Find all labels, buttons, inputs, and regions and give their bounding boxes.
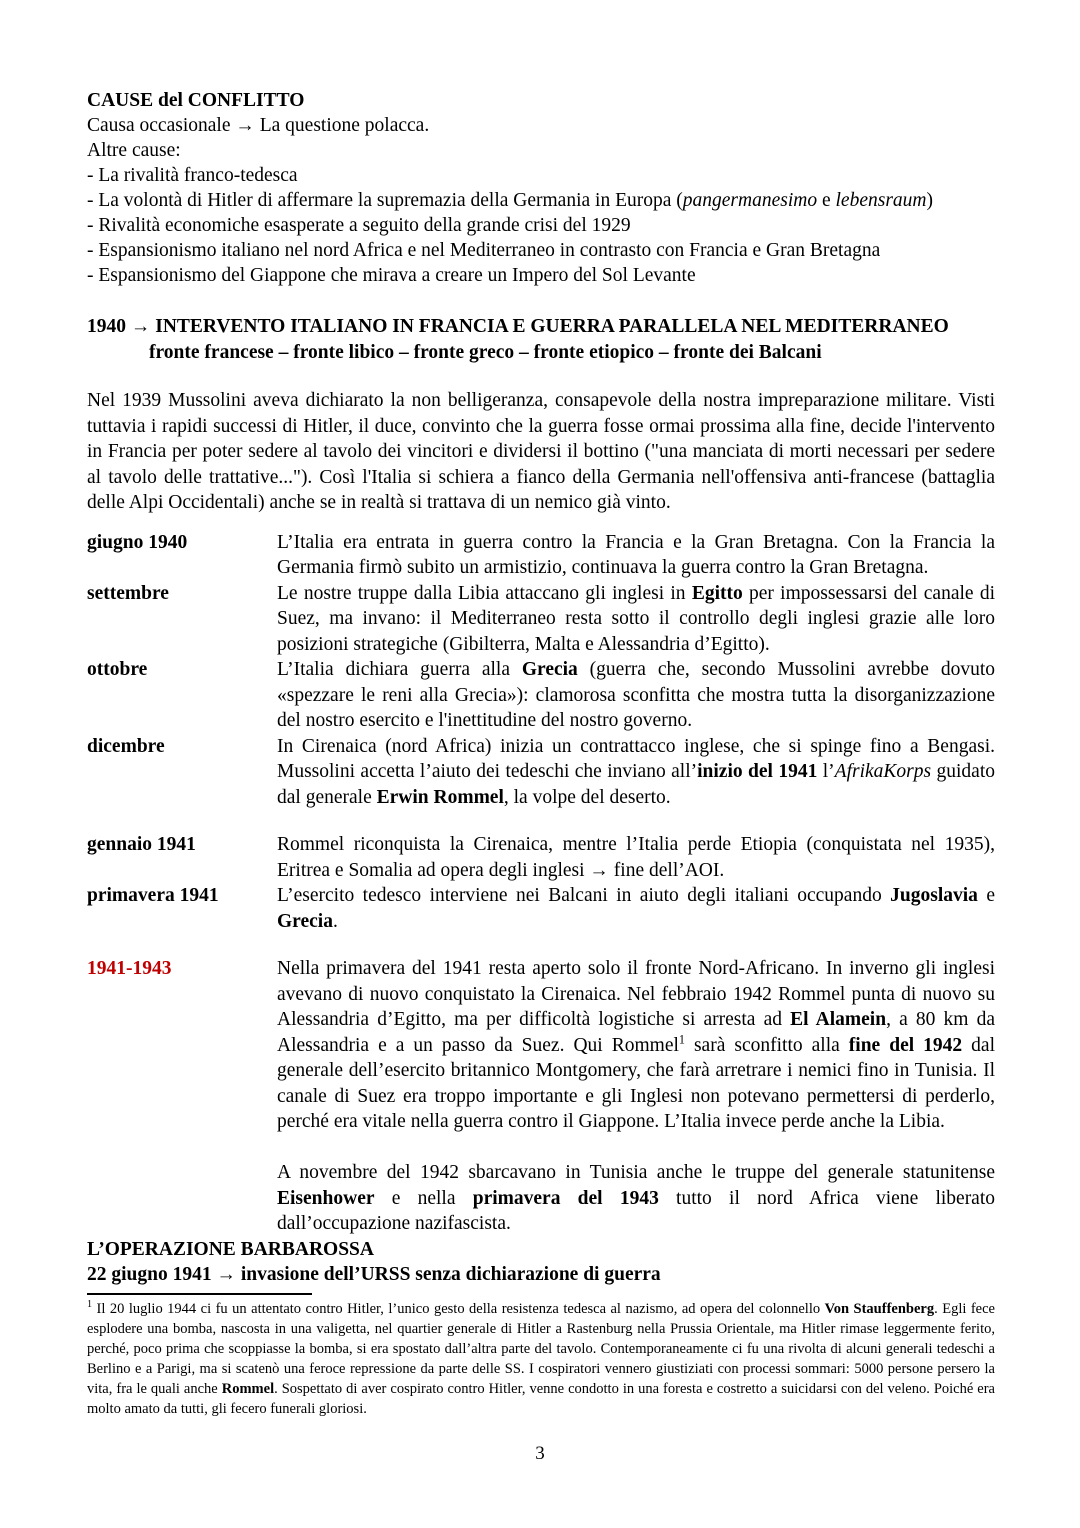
timeline-paragraph [277, 883, 995, 934]
cause-bullet [87, 188, 995, 213]
bold-run: inizio del 1941 [697, 761, 818, 782]
cause-bullet [87, 163, 995, 188]
text-run: per impossessarsi del canale di Suez, ma invano: il Mediterraneo resta sotto il controllo degli inglesi grazie alle loro posizioni strategiche (Gibilterra, Malta e Alessandria d’Egitto). [277, 582, 995, 655]
barbarossa-heading: L’OPERAZIONE BARBAROSSA [87, 1238, 374, 1260]
text-run: L’esercito tedesco interviene nei Balcani in aiuto degli italiani occupando [277, 885, 891, 906]
text-run: dal generale dell’esercito britannico Montgomery, che farà arretrare i nemici fino in Tunisia. Il canale di Suez era troppo importante e gli Inglesi non potevano permettersi di perderlo, perché era vitale nella guerra contro il Giappone. L’Italia invece perde anche la Libia. [277, 1034, 995, 1132]
barbarossa-subheading: 22 giugno 1941 → invasione dell’URSS senza dichiarazione di guerra [87, 1263, 661, 1285]
timeline-entry [87, 883, 995, 934]
causes-bullet-list [87, 163, 995, 288]
timeline-entry-body [277, 956, 995, 1237]
timeline-paragraph [277, 581, 995, 658]
timeline-entry [87, 530, 995, 581]
bold-run: primavera del 1943 [472, 1187, 659, 1209]
page-number: 3 [535, 1443, 545, 1464]
text-run: L’Italia era entrata in guerra contro la Francia e la Gran Bretagna. Con la Francia la Germania firmò subito un armistizio, continuava la guerra contro la Gran Bretagna. [277, 531, 995, 578]
bold-run: Grecia [277, 910, 333, 932]
footnote-separator [87, 1293, 312, 1295]
timeline-paragraph [277, 734, 995, 811]
timeline-paragraph [277, 657, 995, 734]
text-run: Nella primavera del 1941 resta aperto solo il fronte Nord-Africano. In inverno gli inglesi avevano di nuovo conquistato la Cirenaica. Nel febbraio 1942 Rommel punta di nuovo su Alessandria d’Egitto, ma per difficoltà logistiche si arresta ad [277, 958, 995, 1030]
timeline-entry [87, 581, 995, 658]
text-run: , a 80 km da Alessandria e a un passo da Suez. Qui Rommel [277, 1009, 995, 1056]
text-run: Le nostre truppe dalla Libia attaccano gli inglesi in [277, 582, 692, 604]
spacer [87, 366, 995, 388]
timeline-entry-label: dicembre [87, 735, 165, 757]
text-run: tutto il nord Africa viene liberato dall’occupazione nazifascista. [277, 1187, 996, 1234]
intervention-section-subtitle: fronte francese – fronte libico – fronte greco – fronte etiopico – fronte dei Balcani [149, 342, 822, 363]
text-run: . Sospettato di aver cospirato contro Hitler, venne condotto in una foresta e costretto a suicidarsi con del veleno. Poiché era molto amato da tutti, gli fecero funerali gloriosi. [87, 1380, 995, 1417]
text-run: A novembre del 1942 sbarcavano in Tunisia anche le truppe del generale statunitense [277, 1162, 995, 1183]
cause-bullet [87, 213, 995, 238]
spacer [87, 288, 995, 314]
text-run: Il 20 luglio 1944 ci fu un attentato contro Hitler, l’unico gesto della resistenza tedesca al nazismo, ad opera del colonnello [92, 1300, 825, 1317]
italic-run: pangermanesimo [682, 190, 818, 211]
text-run: L’Italia dichiara guerra alla [277, 659, 522, 680]
text-run: Rommel riconquista la Cirenaica, mentre l’Italia perde Etiopia (conquistata nel 1935), Eritrea e Somalia ad opera degli inglesi → fine dell’AOI. [277, 834, 995, 881]
bold-run: fine del 1942 [848, 1034, 963, 1056]
text-run: l’ [817, 761, 835, 782]
spacer [87, 810, 995, 832]
timeline-entry-body [277, 832, 995, 883]
timeline-entry-label: primavera 1941 [87, 885, 219, 906]
timeline-entry [87, 657, 995, 734]
timeline-paragraph [277, 1160, 995, 1237]
timeline-entry-body [277, 581, 995, 658]
text-run: guidato dal generale [277, 761, 996, 808]
text-run: - La volontà di Hitler di affermare la supremazia della Germania in Europa ( [87, 190, 683, 211]
text-run: . [332, 910, 338, 932]
document-body [87, 88, 995, 1419]
text-run: - Espansionismo italiano nel nord Africa e nel Mediterraneo in contrasto con Francia e Gran Bretagna [87, 240, 881, 261]
bold-run: Egitto [691, 582, 743, 604]
timeline-entry-body [277, 657, 995, 734]
footnote-text [87, 1299, 995, 1419]
timeline-entry-label: gennaio 1941 [87, 834, 196, 855]
timeline-entry-body [277, 530, 995, 581]
timeline-entry [87, 956, 995, 1237]
occasional-cause-line: Causa occasionale → La questione polacca. [87, 115, 430, 136]
bold-run: Jugoslavia [890, 885, 978, 906]
timeline-entry [87, 832, 995, 883]
intervention-section-title: 1940 → INTERVENTO ITALIANO IN FRANCIA E GUERRA PARALLELA NEL MEDITERRANEO [87, 316, 949, 337]
bold-run: Rommel [221, 1380, 275, 1397]
text-run: . Egli fece esplodere una bomba, nascosta in una valigetta, nel quartier generale di Hitler a Rastenburg nella Prussia Orientale, ma Hitler rimase leggermente ferito, perché, poco prima che scoppiasse la bomba, si era spostato dall’altra parte del tavolo. Contemporaneamente ci fu una rivolta di alcuni generali tedeschi a Berlino e a Parigi, ma si scatenò una feroce repressione da parte delle SS. I cospiratori vennero giustiziati con processi sommari: 5000 persone persero la vita, fra le quali anche [87, 1300, 995, 1397]
cause-bullet [87, 263, 995, 288]
cause-bullet [87, 238, 995, 263]
timeline-entry-body [277, 883, 995, 934]
footnote-marker: 1 [87, 1298, 93, 1310]
text-run: , la volpe del deserto. [503, 786, 671, 808]
causes-heading: CAUSE del CONFLITTO [87, 90, 305, 111]
spacer [87, 516, 995, 530]
text-run: - Rivalità economiche esasperate a seguito della grande crisi del 1929 [87, 215, 631, 236]
timeline-entry-body [277, 734, 995, 811]
text-run: (guerra che, secondo Mussolini avrebbe dovuto «spezzare le reni alla Grecia»): clamorosa sconfitta che mostra tutta la disorganizzazione del nostro esercito e l'inettitudine del nostro governo. [277, 659, 995, 731]
italic-run: AfrikaKorps [834, 761, 932, 782]
timeline-paragraph [277, 832, 995, 883]
bold-run: Eisenhower [277, 1187, 375, 1209]
text-run: - Espansionismo del Giappone che mirava a creare un Impero del Sol Levante [87, 265, 696, 286]
text-run: sarà sconfitto alla [684, 1034, 849, 1056]
timeline-entry-label: giugno 1940 [87, 531, 188, 553]
bold-run: Von Stauffenberg [824, 1300, 935, 1317]
text-run: e [977, 885, 996, 906]
timeline-entry-label: 1941-1943 [87, 958, 172, 979]
timeline-entry-label: settembre [87, 582, 169, 604]
text-run: - La rivalità franco-tedesca [87, 165, 298, 186]
timeline-paragraph [277, 956, 995, 1135]
bold-run: Grecia [521, 659, 578, 680]
bold-run: El Alamein [790, 1009, 887, 1030]
text-run: In Cirenaica (nord Africa) inizia un contrattacco inglese, che si spinge fino a Bengasi. Mussolini accetta l’aiuto dei tedeschi che inviano all’ [277, 735, 995, 782]
footnote-marker: 1 [678, 1032, 685, 1046]
italic-run: lebensraum [835, 190, 927, 211]
text-run: ) [926, 190, 933, 211]
intervention-intro-paragraph: Nel 1939 Mussolini aveva dichiarato la non belligeranza, consapevole della nostra impreparazione militare. Visti tuttavia i rapidi successi di Hitler, il duce, convinto che la guerra fosse ormai prossima alla fine, decide l'intervento in Francia per poter sedere al tavolo dei vincitori e dividersi il bottino ("una manciata di morti necessari per sedere al tavolo delle trattative..."). Così l'Italia si schiera a fianco della Germania nell'offensiva anti-francese (battaglia delle Alpi Occidentali) anche se in realtà si trattava di un nemico già vinto. [87, 390, 995, 513]
spacer [87, 934, 995, 956]
timeline-paragraph [277, 530, 995, 581]
timeline-list [87, 530, 995, 1237]
timeline-entry [87, 734, 995, 811]
timeline-entry-label: ottobre [87, 659, 148, 680]
text-run: e nella [374, 1187, 473, 1209]
other-causes-label: Altre cause: [87, 140, 181, 161]
bold-run: Erwin Rommel [376, 786, 504, 808]
text-run: e [817, 190, 836, 211]
